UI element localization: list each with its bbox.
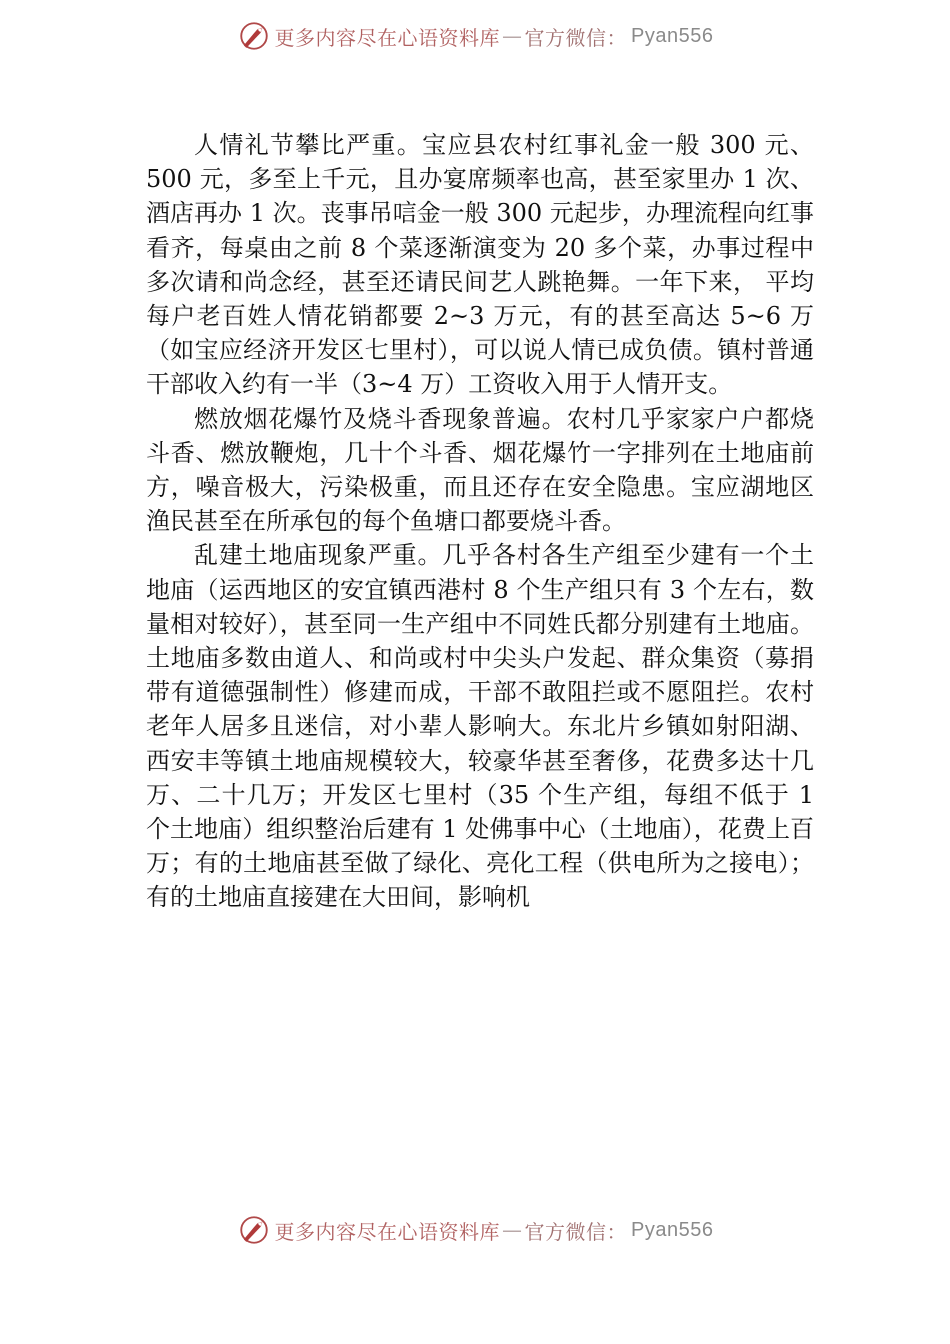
- pen-nib-logo-icon: [237, 1213, 271, 1247]
- header-main-text: 更多内容尽在心语资料库: [274, 25, 501, 50]
- paragraph-yanhua: 燃放烟花爆竹及烧斗香现象普遍。农村几乎家家户户都烧斗香、燃放鞭炮，几十个斗香、烟花爆竹一字排列在土地庙前方，噪音极大，污染极重，而且还存在安全隐患。宝应湖地区渔民甚至在所承包的每个鱼塘口都要烧斗香。: [146, 404, 814, 536]
- footer-banner: [0, 1212, 950, 1248]
- paragraph-renqing: 人情礼节攀比严重。宝应县农村红事礼金一般 300 元、500 元，多至上千元，且办宴席频率也高，甚至家里办 1 次、酒店再办 1 次。丧事吊唁金一般 300 元起步，办理流程向红事看齐，每桌由之前 8 个菜逐渐演变为 20 多个菜，办事过程中多次请和尚念经，甚至还请民间艺人跳艳舞。一年下来， 平均每户老百姓人情花销都要 2~3 万元，有的甚至高达 5~6 万（如宝应经济开发区七里村），可以说人情已成负债。镇村普通干部收入约有一半（3~4 万）工资收入用于人情开支。: [146, 131, 814, 399]
- footer-wechat-label: 官方微信：: [524, 1219, 628, 1244]
- footer-wechat-handle: Pyan556: [631, 1218, 714, 1241]
- document-body: [146, 128, 814, 915]
- paragraph-tudimiao: 乱建土地庙现象严重。几乎各村各生产组至少建有一个土地庙（运西地区的安宜镇西港村 8 个生产组只有 3 个左右，数量相对较好），甚至同一生产组中不同姓氏都分别建有土地庙。土地庙多数由道人、和尚或村中尖头户发起、群众集资（募捐带有道德强制性）修建而成，干部不敢阻拦或不愿阻拦。农村老年人居多且迷信，对小辈人影响大。东北片乡镇如射阳湖、西安丰等镇土地庙规模较大，较豪华甚至奢侈，花费多达十几万、二十几万；开发区七里村（35 个生产组，每组不低于 1 个土地庙）组织整治后建有 1 处佛事中心（土地庙），花费上百万；有的土地庙甚至做了绿化、亮化工程（供电所为之接电）；有的土地庙直接建在大田间，影响机: [146, 541, 814, 912]
- footer-main-text: 更多内容尽在心语资料库: [274, 1219, 501, 1244]
- header-separator: —: [502, 24, 523, 48]
- header-banner: [0, 18, 950, 54]
- header-wechat-label: 官方微信：: [524, 25, 628, 50]
- footer-separator: —: [502, 1218, 523, 1242]
- header-wechat-handle: Pyan556: [631, 24, 714, 47]
- pen-nib-logo-icon: [237, 19, 271, 53]
